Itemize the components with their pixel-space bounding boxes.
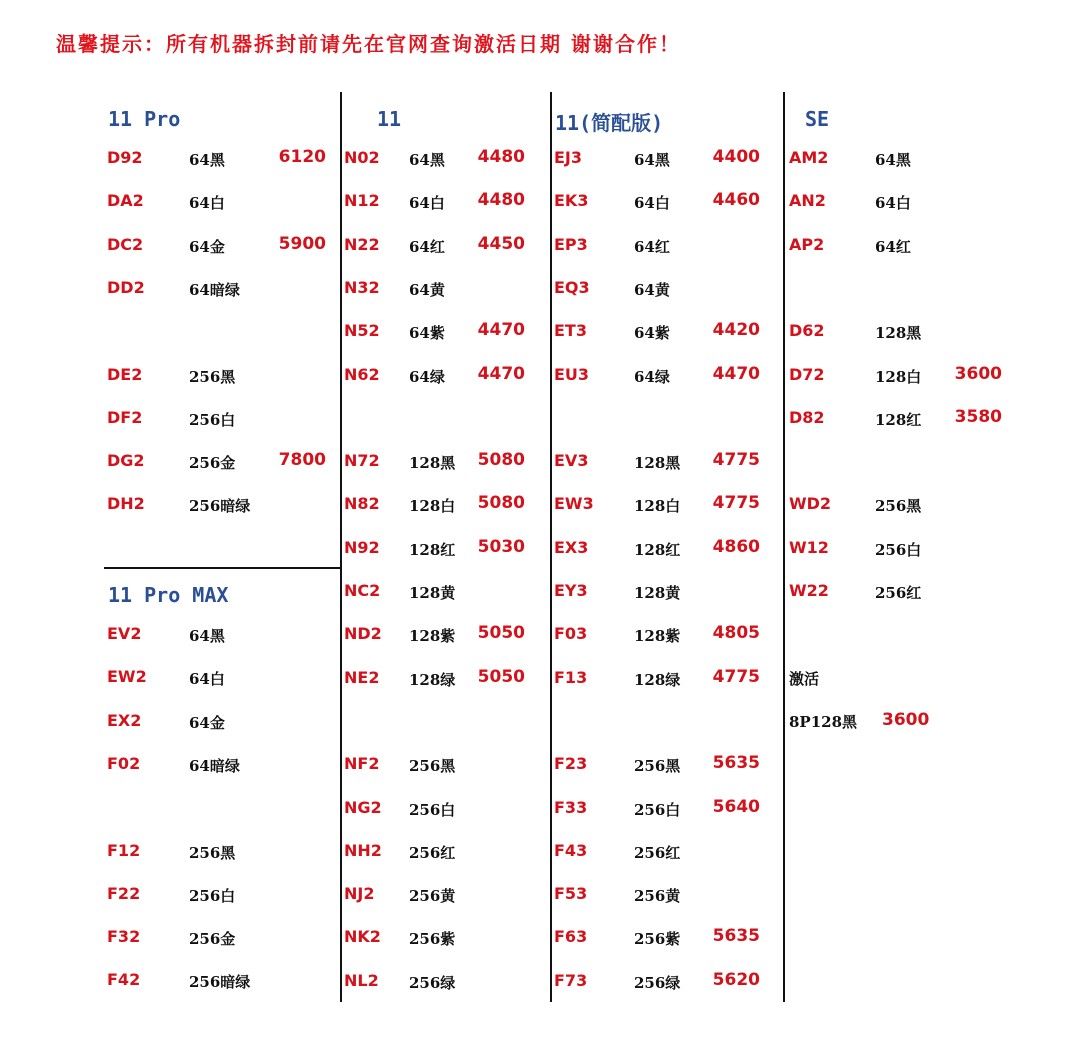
model-code: F33 bbox=[554, 798, 588, 817]
model-code: F23 bbox=[554, 754, 588, 773]
model-code: W12 bbox=[789, 538, 829, 557]
price: 4775 bbox=[712, 667, 760, 687]
model-code: N52 bbox=[344, 321, 380, 340]
model-code: NH2 bbox=[344, 841, 382, 860]
price: 5640 bbox=[712, 797, 760, 817]
price: 5080 bbox=[477, 450, 525, 470]
capacity-color: 128黑 bbox=[634, 454, 681, 472]
price: 4480 bbox=[477, 190, 525, 210]
column-divider bbox=[550, 92, 552, 1002]
capacity-color: 64紫 bbox=[634, 324, 670, 342]
capacity-color: 64绿 bbox=[634, 368, 670, 386]
price: 5030 bbox=[477, 537, 525, 557]
model-code: D62 bbox=[789, 321, 825, 340]
price: 4450 bbox=[477, 234, 525, 254]
model-code: NE2 bbox=[344, 668, 380, 687]
model-code: DH2 bbox=[107, 494, 145, 513]
activated-price: 3600 bbox=[882, 710, 930, 730]
capacity-color: 64暗绿 bbox=[189, 757, 240, 775]
model-code: F13 bbox=[554, 668, 588, 687]
model-code: F43 bbox=[554, 841, 588, 860]
model-code: F73 bbox=[554, 971, 588, 990]
model-code: F42 bbox=[107, 970, 141, 989]
capacity-color: 256金 bbox=[189, 930, 236, 948]
capacity-color: 64黑 bbox=[409, 151, 445, 169]
capacity-color: 256白 bbox=[409, 801, 456, 819]
capacity-color: 128绿 bbox=[409, 671, 456, 689]
capacity-color: 256黄 bbox=[634, 887, 681, 905]
section-title-11-pro-max: 11 Pro MAX bbox=[108, 583, 229, 607]
model-code: F12 bbox=[107, 841, 141, 860]
model-code: EP3 bbox=[554, 235, 588, 254]
capacity-color: 256绿 bbox=[409, 974, 456, 992]
model-code: EV3 bbox=[554, 451, 589, 470]
column-divider bbox=[783, 92, 785, 1002]
model-code: N72 bbox=[344, 451, 380, 470]
notice-banner: 温馨提示：所有机器拆封前请先在官网查询激活日期 谢谢合作！ bbox=[56, 32, 681, 56]
section-title-11-basic: 11(简配版) bbox=[555, 111, 664, 135]
model-code: AP2 bbox=[789, 235, 825, 254]
price: 4470 bbox=[712, 364, 760, 384]
section-title-11-pro: 11 Pro bbox=[108, 107, 181, 131]
model-code: D92 bbox=[107, 148, 143, 167]
capacity-color: 64黄 bbox=[409, 281, 445, 299]
model-code: NF2 bbox=[344, 754, 380, 773]
capacity-color: 64红 bbox=[875, 238, 911, 256]
section-title-se: SE bbox=[805, 107, 830, 131]
model-code: AM2 bbox=[789, 148, 829, 167]
model-code: DD2 bbox=[107, 278, 145, 297]
capacity-color: 128红 bbox=[875, 411, 922, 429]
model-code: ET3 bbox=[554, 321, 587, 340]
model-code: EK3 bbox=[554, 191, 589, 210]
model-code: EY3 bbox=[554, 581, 588, 600]
price: 4400 bbox=[712, 147, 760, 167]
capacity-color: 128绿 bbox=[634, 671, 681, 689]
model-code: EU3 bbox=[554, 365, 590, 384]
capacity-color: 256暗绿 bbox=[189, 973, 251, 991]
capacity-color: 256黑 bbox=[875, 497, 922, 515]
model-code: F63 bbox=[554, 927, 588, 946]
price: 4775 bbox=[712, 493, 760, 513]
capacity-color: 256黑 bbox=[634, 757, 681, 775]
price: 5050 bbox=[477, 667, 525, 687]
model-code: NC2 bbox=[344, 581, 381, 600]
capacity-color: 128白 bbox=[875, 368, 922, 386]
model-code: F02 bbox=[107, 754, 141, 773]
price: 4420 bbox=[712, 320, 760, 340]
capacity-color: 256白 bbox=[189, 887, 236, 905]
price: 4805 bbox=[712, 623, 760, 643]
model-code: DA2 bbox=[107, 191, 144, 210]
capacity-color: 64黑 bbox=[189, 151, 225, 169]
model-code: D82 bbox=[789, 408, 825, 427]
capacity-color: 256红 bbox=[634, 844, 681, 862]
model-code: ND2 bbox=[344, 624, 382, 643]
model-code: N12 bbox=[344, 191, 380, 210]
capacity-color: 64白 bbox=[634, 194, 670, 212]
model-code: N92 bbox=[344, 538, 380, 557]
model-code: N02 bbox=[344, 148, 380, 167]
model-code: N32 bbox=[344, 278, 380, 297]
activated-label: 激活 bbox=[789, 670, 820, 688]
model-code: EW3 bbox=[554, 494, 594, 513]
price: 5050 bbox=[477, 623, 525, 643]
model-code: EX2 bbox=[107, 711, 142, 730]
capacity-color: 256白 bbox=[189, 411, 236, 429]
capacity-color: 64绿 bbox=[409, 368, 445, 386]
capacity-color: 64白 bbox=[189, 194, 225, 212]
activated-item: 8P128黑 bbox=[789, 713, 858, 731]
capacity-color: 64白 bbox=[409, 194, 445, 212]
model-code: DC2 bbox=[107, 235, 144, 254]
price: 5900 bbox=[278, 234, 326, 254]
capacity-color: 256红 bbox=[875, 584, 922, 602]
capacity-color: 64紫 bbox=[409, 324, 445, 342]
capacity-color: 64黑 bbox=[189, 627, 225, 645]
capacity-color: 64红 bbox=[409, 238, 445, 256]
capacity-color: 64红 bbox=[634, 238, 670, 256]
capacity-color: 256紫 bbox=[409, 930, 456, 948]
section-title-11: 11 bbox=[377, 107, 402, 131]
model-code: N22 bbox=[344, 235, 380, 254]
model-code: NG2 bbox=[344, 798, 382, 817]
capacity-color: 128紫 bbox=[409, 627, 456, 645]
capacity-color: 256黑 bbox=[189, 368, 236, 386]
capacity-color: 256黄 bbox=[409, 887, 456, 905]
price: 5620 bbox=[712, 970, 760, 990]
price: 4860 bbox=[712, 537, 760, 557]
capacity-color: 64白 bbox=[875, 194, 911, 212]
model-code: NJ2 bbox=[344, 884, 375, 903]
model-code: DF2 bbox=[107, 408, 143, 427]
capacity-color: 256绿 bbox=[634, 974, 681, 992]
capacity-color: 64黑 bbox=[875, 151, 911, 169]
price: 7800 bbox=[278, 450, 326, 470]
price: 6120 bbox=[278, 147, 326, 167]
model-code: AN2 bbox=[789, 191, 826, 210]
capacity-color: 128白 bbox=[634, 497, 681, 515]
price: 5635 bbox=[712, 753, 760, 773]
model-code: F22 bbox=[107, 884, 141, 903]
model-code: WD2 bbox=[789, 494, 832, 513]
capacity-color: 128红 bbox=[634, 541, 681, 559]
capacity-color: 128黄 bbox=[409, 584, 456, 602]
capacity-color: 64黄 bbox=[634, 281, 670, 299]
price: 4460 bbox=[712, 190, 760, 210]
capacity-color: 256金 bbox=[189, 454, 236, 472]
capacity-color: 256暗绿 bbox=[189, 497, 251, 515]
capacity-color: 64白 bbox=[189, 670, 225, 688]
model-code: D72 bbox=[789, 365, 825, 384]
price: 3600 bbox=[954, 364, 1002, 384]
capacity-color: 64黑 bbox=[634, 151, 670, 169]
model-code: DG2 bbox=[107, 451, 145, 470]
capacity-color: 128红 bbox=[409, 541, 456, 559]
capacity-color: 128黑 bbox=[409, 454, 456, 472]
capacity-color: 256黑 bbox=[189, 844, 236, 862]
capacity-color: 256白 bbox=[875, 541, 922, 559]
capacity-color: 256紫 bbox=[634, 930, 681, 948]
section-divider bbox=[104, 567, 342, 569]
price: 4480 bbox=[477, 147, 525, 167]
model-code: W22 bbox=[789, 581, 829, 600]
model-code: F53 bbox=[554, 884, 588, 903]
model-code: F32 bbox=[107, 927, 141, 946]
capacity-color: 256白 bbox=[634, 801, 681, 819]
model-code: EJ3 bbox=[554, 148, 583, 167]
capacity-color: 128紫 bbox=[634, 627, 681, 645]
capacity-color: 64金 bbox=[189, 714, 225, 732]
price: 4470 bbox=[477, 364, 525, 384]
price: 3580 bbox=[954, 407, 1002, 427]
price: 4470 bbox=[477, 320, 525, 340]
model-code: NK2 bbox=[344, 927, 381, 946]
capacity-color: 256红 bbox=[409, 844, 456, 862]
model-code: EV2 bbox=[107, 624, 142, 643]
model-code: EW2 bbox=[107, 667, 147, 686]
price: 4775 bbox=[712, 450, 760, 470]
model-code: EQ3 bbox=[554, 278, 590, 297]
column-divider bbox=[340, 92, 342, 1002]
capacity-color: 256黑 bbox=[409, 757, 456, 775]
model-code: F03 bbox=[554, 624, 588, 643]
model-code: NL2 bbox=[344, 971, 379, 990]
capacity-color: 128黑 bbox=[875, 324, 922, 342]
model-code: N82 bbox=[344, 494, 380, 513]
capacity-color: 128黄 bbox=[634, 584, 681, 602]
model-code: DE2 bbox=[107, 365, 143, 384]
model-code: N62 bbox=[344, 365, 380, 384]
capacity-color: 64金 bbox=[189, 238, 225, 256]
capacity-color: 128白 bbox=[409, 497, 456, 515]
capacity-color: 64暗绿 bbox=[189, 281, 240, 299]
price: 5635 bbox=[712, 926, 760, 946]
price: 5080 bbox=[477, 493, 525, 513]
model-code: EX3 bbox=[554, 538, 589, 557]
